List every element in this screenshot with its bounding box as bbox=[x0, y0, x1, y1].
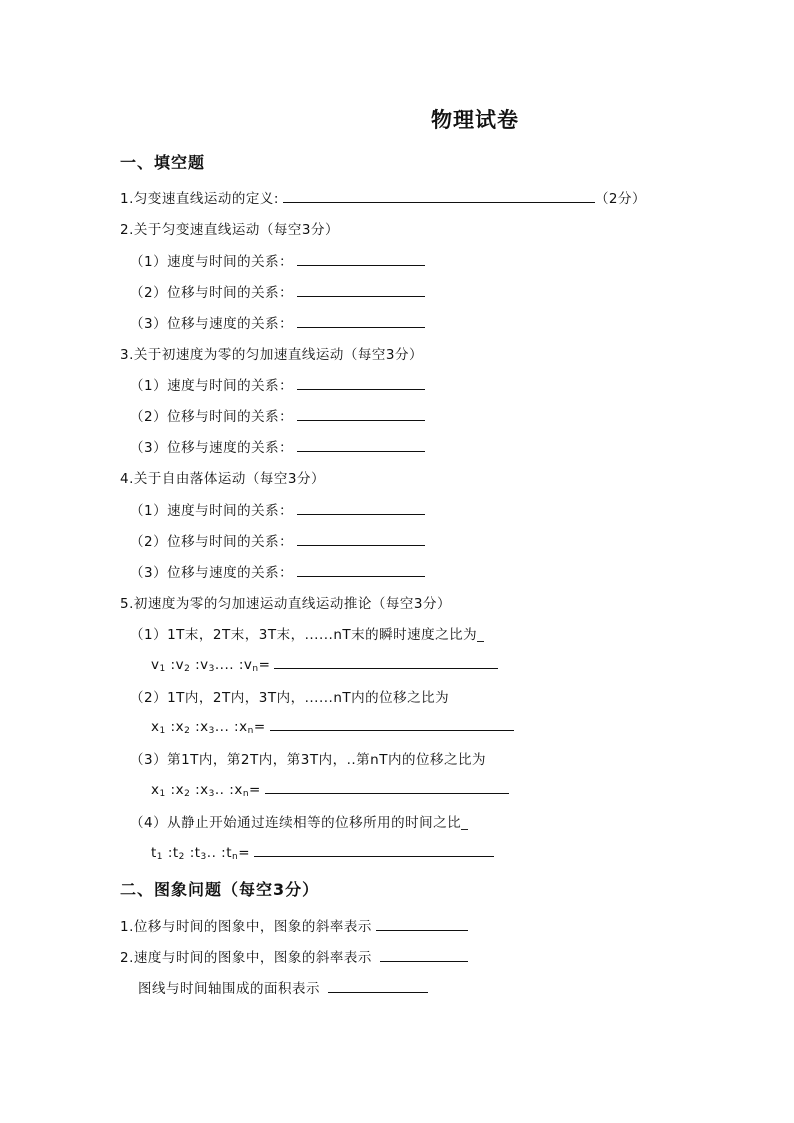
ratio-4-sub: 1 bbox=[156, 852, 164, 862]
ratio-2-sub: 2 bbox=[184, 726, 191, 736]
graph-question-2-text: 2.速度与时间的图象中，图象的斜率表示 bbox=[120, 950, 372, 966]
question-2-item-2-label: （2）位移与时间的关系： bbox=[130, 285, 294, 301]
graph-question-1-text: 1.位移与时间的图象中，图象的斜率表示 bbox=[120, 919, 372, 935]
ratio-4-part: :t bbox=[184, 845, 201, 861]
answer-blank-graph-1[interactable] bbox=[376, 917, 468, 931]
question-3-item-2-label: （2）位移与时间的关系： bbox=[130, 409, 294, 425]
answer-blank-q2-1[interactable] bbox=[297, 252, 425, 266]
question-5-ratio-3 bbox=[151, 780, 509, 799]
answer-blank-q3-2[interactable] bbox=[297, 407, 425, 421]
question-5-ratio-4 bbox=[151, 843, 494, 862]
question-5-sub-2: （2）1T内，2T内，3T内，......nT内的位移之比为 bbox=[130, 690, 450, 706]
question-5-ratio-1 bbox=[151, 655, 498, 674]
question-1-points: （2分） bbox=[594, 191, 647, 207]
section-graph-heading: 二、图象问题（每空3分） bbox=[120, 880, 320, 899]
ratio-1-part: .... :v bbox=[214, 657, 253, 673]
answer-blank-graph-2[interactable] bbox=[380, 948, 468, 962]
question-4-item-3-label: （3）位移与速度的关系： bbox=[130, 565, 294, 581]
question-4: 4.关于自由落体运动（每空3分） bbox=[120, 471, 325, 487]
ratio-2-part: x bbox=[151, 719, 160, 735]
question-3-item-3-label: （3）位移与速度的关系： bbox=[130, 440, 294, 456]
ratio-1-sub: n bbox=[252, 664, 259, 674]
answer-blank-q3-3[interactable] bbox=[297, 438, 425, 452]
question-5-sub-1: （1）1T末，2T末，3T末，......nT末的瞬时速度之比为_ bbox=[130, 627, 485, 643]
graph-question-2b-text: 图线与时间轴围成的面积表示 bbox=[138, 981, 320, 997]
ratio-2-sub: 3 bbox=[208, 726, 215, 736]
ratio-3-sub: 2 bbox=[184, 789, 191, 799]
question-1 bbox=[120, 187, 646, 207]
ratio-2-sub: n bbox=[247, 726, 254, 736]
ratio-4-sub: n bbox=[232, 852, 239, 862]
answer-blank-q5-3[interactable] bbox=[265, 780, 509, 794]
ratio-3-sub: 3 bbox=[208, 789, 215, 799]
ratio-4-sub: 3 bbox=[200, 852, 207, 862]
answer-blank-q5-2[interactable] bbox=[270, 717, 514, 731]
answer-blank-q4-3[interactable] bbox=[297, 563, 425, 577]
section-fill-in-heading: 一、填空题 bbox=[120, 153, 206, 172]
question-2-item-3 bbox=[130, 312, 425, 332]
ratio-4-sub: 2 bbox=[178, 852, 185, 862]
question-3-item-1 bbox=[130, 374, 425, 394]
ratio-4-part: .. :t bbox=[206, 845, 232, 861]
page-title: 物理试卷 bbox=[431, 108, 519, 132]
question-3-item-3 bbox=[130, 436, 425, 456]
question-5-ratio-2 bbox=[151, 717, 514, 736]
answer-blank-q4-1[interactable] bbox=[297, 501, 425, 515]
ratio-3-sub: n bbox=[242, 789, 250, 799]
answer-blank-q5-4[interactable] bbox=[254, 843, 494, 857]
ratio-2-part: :x bbox=[190, 719, 209, 735]
question-1-text: 1.匀变速直线运动的定义: bbox=[120, 191, 279, 207]
answer-blank-q2-3[interactable] bbox=[297, 314, 425, 328]
question-2-item-2 bbox=[130, 281, 425, 301]
ratio-1-part: :v bbox=[165, 657, 185, 673]
graph-question-2b bbox=[138, 977, 428, 997]
ratio-4-part: = bbox=[238, 845, 251, 861]
question-4-item-2 bbox=[130, 530, 425, 550]
ratio-3-part: :x bbox=[165, 782, 185, 798]
answer-blank-q1[interactable] bbox=[283, 189, 595, 203]
question-2-item-1 bbox=[130, 250, 425, 270]
question-3-item-1-label: （1）速度与时间的关系： bbox=[130, 378, 294, 394]
question-5-sub-4: （4）从静止开始通过连续相等的位移所用的时间之比_ bbox=[130, 815, 469, 831]
answer-blank-q2-2[interactable] bbox=[297, 283, 425, 297]
question-4-item-1 bbox=[130, 499, 425, 519]
ratio-2-part: :x bbox=[165, 719, 185, 735]
graph-question-2 bbox=[120, 946, 468, 966]
ratio-1-part: = bbox=[258, 657, 271, 673]
question-3: 3.关于初速度为零的匀加速直线运动（每空3分） bbox=[120, 347, 423, 363]
question-2: 2.关于匀变速直线运动（每空3分） bbox=[120, 222, 339, 238]
question-5: 5.初速度为零的匀加速运动直线运动推论（每空3分） bbox=[120, 596, 451, 612]
question-3-item-2 bbox=[130, 405, 425, 425]
question-2-item-1-label: （1）速度与时间的关系： bbox=[130, 254, 294, 270]
question-2-item-3-label: （3）位移与速度的关系： bbox=[130, 316, 294, 332]
question-4-item-1-label: （1）速度与时间的关系： bbox=[130, 503, 294, 519]
ratio-2-part: ... :x bbox=[214, 719, 248, 735]
ratio-4-part: t bbox=[151, 845, 157, 861]
question-4-item-2-label: （2）位移与时间的关系： bbox=[130, 534, 294, 550]
answer-blank-graph-2b[interactable] bbox=[328, 979, 428, 993]
answer-blank-q5-1[interactable] bbox=[274, 655, 498, 669]
ratio-4-part: :t bbox=[163, 845, 179, 861]
ratio-1-sub: 3 bbox=[208, 664, 215, 674]
ratio-2-part: = bbox=[253, 719, 266, 735]
ratio-1-part: :v bbox=[190, 657, 209, 673]
question-5-sub-3: （3）第1T内，第2T内，第3T内，..第nT内的位移之比为 bbox=[130, 752, 486, 768]
ratio-3-part: x bbox=[151, 782, 160, 798]
ratio-3-part: = bbox=[249, 782, 261, 798]
question-4-item-3 bbox=[130, 561, 425, 581]
ratio-1-part: v bbox=[151, 657, 160, 673]
ratio-3-part: .. :x bbox=[214, 782, 243, 798]
ratio-1-sub: 1 bbox=[159, 664, 166, 674]
ratio-2-sub: 1 bbox=[159, 726, 166, 736]
answer-blank-q3-1[interactable] bbox=[297, 376, 425, 390]
ratio-3-part: :x bbox=[190, 782, 209, 798]
graph-question-1 bbox=[120, 915, 468, 935]
ratio-3-sub: 1 bbox=[159, 789, 166, 799]
ratio-1-sub: 2 bbox=[184, 664, 191, 674]
answer-blank-q4-2[interactable] bbox=[297, 532, 425, 546]
